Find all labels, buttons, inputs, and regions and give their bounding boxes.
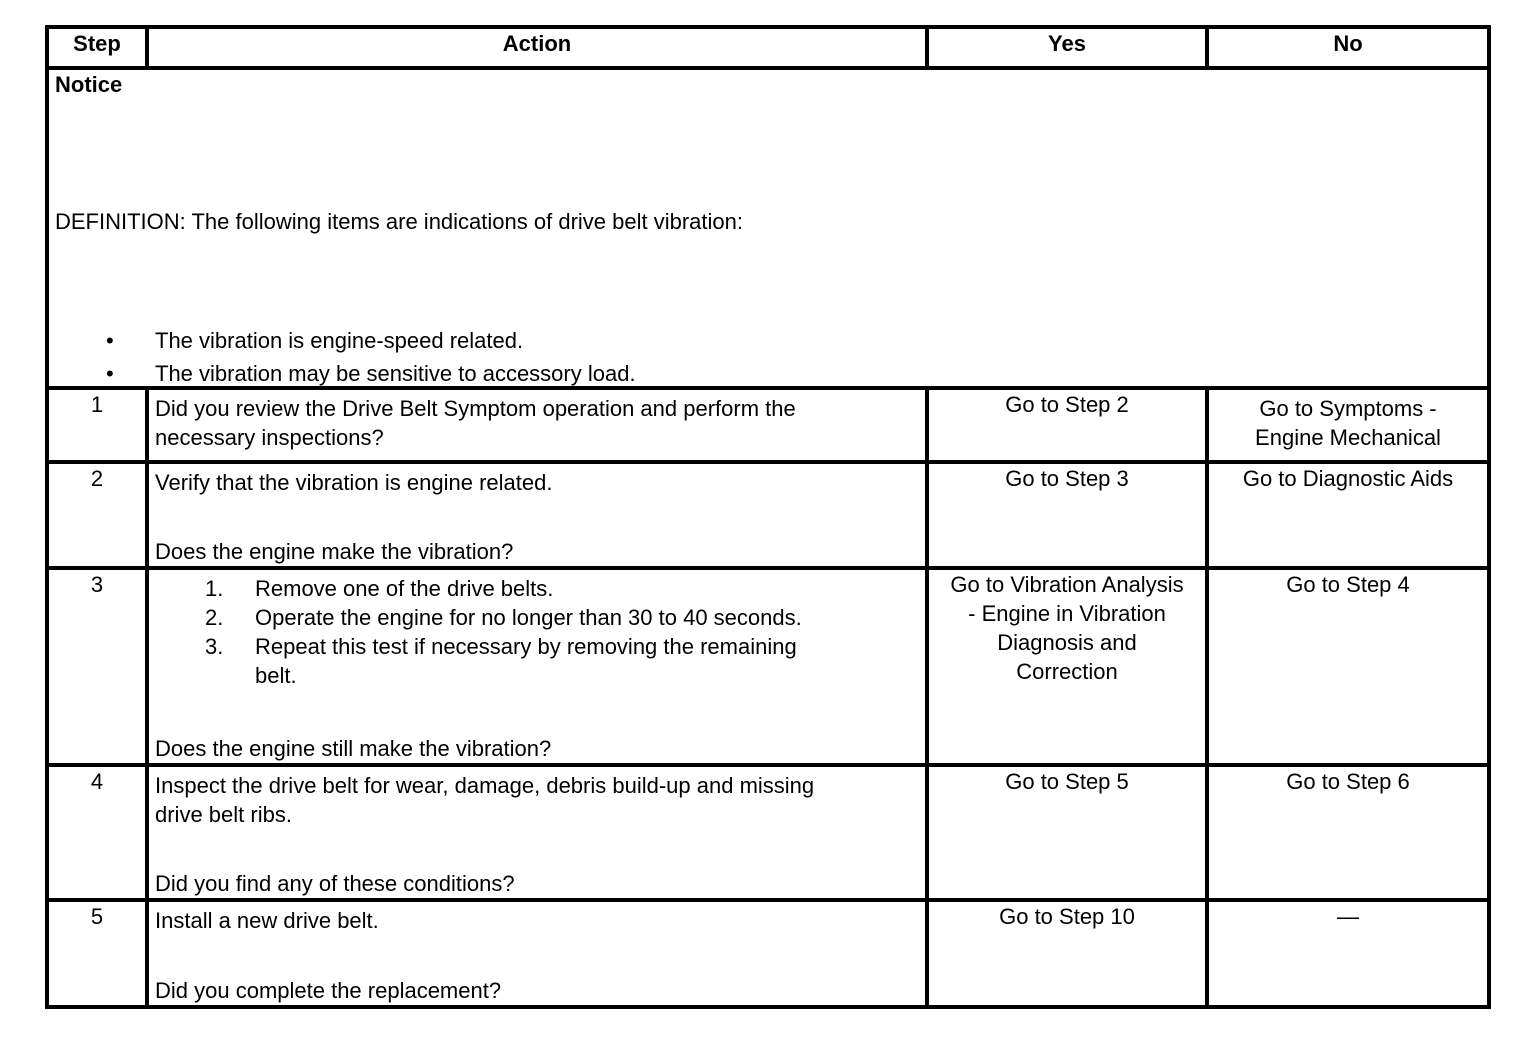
procedure-number: 2.: [205, 605, 224, 630]
notice-cell: [47, 68, 1489, 388]
action-cell: [147, 462, 927, 568]
action-cell: [147, 568, 927, 765]
procedure-step: [155, 603, 919, 632]
diagnostic-table: [45, 25, 1491, 1009]
header-no: No: [1207, 27, 1489, 68]
step-number: 5: [47, 900, 147, 1007]
action-cell: [147, 765, 927, 900]
procedure-number: 3.: [205, 634, 224, 659]
action-cell: [147, 900, 927, 1007]
yes-line: Correction: [1016, 659, 1118, 684]
procedure-text: belt.: [255, 663, 297, 688]
step-number: 4: [47, 765, 147, 900]
yes-line: Diagnosis and: [997, 630, 1137, 655]
yes-line: Go to Vibration Analysis: [950, 572, 1184, 597]
no-cell: Go to Step 6: [1207, 765, 1489, 900]
procedure-list: [155, 574, 919, 690]
action-question: Did you find any of these conditions?: [155, 871, 515, 896]
yes-cell: Go to Step 5: [927, 765, 1207, 900]
procedure-text: Repeat this test if necessary by removing the remaining: [255, 634, 797, 659]
action-instruction: Install a new drive belt.: [155, 908, 379, 933]
action-question: Did you complete the replacement?: [155, 978, 502, 1003]
action-instruction: Verify that the vibration is engine related.: [155, 470, 553, 495]
no-cell: Go to Step 4: [1207, 568, 1489, 765]
action-question: Does the engine still make the vibration?: [155, 736, 552, 761]
yes-line: - Engine in Vibration: [968, 601, 1166, 626]
notice-definition: DEFINITION: The following items are indications of drive belt vibration:: [55, 209, 743, 234]
header-yes: Yes: [927, 27, 1207, 68]
step-number: 3: [47, 568, 147, 765]
action-question: Does the engine make the vibration?: [155, 539, 514, 564]
no-cell: [1207, 388, 1489, 462]
action-cell: [147, 388, 927, 462]
yes-cell: [927, 568, 1207, 765]
procedure-step: [155, 632, 919, 690]
notice-bullet-list: [55, 324, 636, 390]
action-instruction: [155, 767, 919, 829]
bullet-icon: •: [106, 328, 114, 353]
yes-cell: Go to Step 10: [927, 900, 1207, 1007]
action-line: necessary inspections?: [155, 425, 384, 450]
step-number: 2: [47, 462, 147, 568]
procedure-text: Operate the engine for no longer than 30 to 40 seconds.: [255, 605, 802, 630]
header-step: Step: [47, 27, 147, 68]
no-cell: Go to Diagnostic Aids: [1207, 462, 1489, 568]
action-question: [155, 390, 919, 452]
step-number: 1: [47, 388, 147, 462]
notice-title: Notice: [55, 72, 123, 97]
notice-bullet-text: The vibration may be sensitive to accessory load.: [155, 361, 636, 386]
no-line: Engine Mechanical: [1255, 425, 1441, 450]
action-line: Inspect the drive belt for wear, damage, debris build-up and missing: [155, 773, 815, 798]
table-row-step-2: [47, 462, 1489, 568]
header-action: Action: [147, 27, 927, 68]
notice-bullet: [55, 324, 636, 357]
notice-row: [47, 68, 1489, 388]
no-line: Go to Symptoms -: [1259, 396, 1437, 421]
no-cell: —: [1207, 900, 1489, 1007]
notice-bullet-text: The vibration is engine-speed related.: [155, 328, 524, 353]
action-line: Did you review the Drive Belt Symptom operation and perform the: [155, 396, 796, 421]
header-row: [47, 27, 1489, 68]
table-row-step-1: [47, 388, 1489, 462]
procedure-step: [155, 574, 919, 603]
bullet-icon: •: [106, 361, 114, 386]
procedure-text: Remove one of the drive belts.: [255, 576, 554, 601]
action-line: drive belt ribs.: [155, 802, 292, 827]
table-row-step-4: [47, 765, 1489, 900]
notice-bullet: [55, 357, 636, 390]
table-row-step-3: [47, 568, 1489, 765]
yes-cell: Go to Step 2: [927, 388, 1207, 462]
procedure-number: 1.: [205, 576, 224, 601]
table-row-step-5: [47, 900, 1489, 1007]
yes-cell: Go to Step 3: [927, 462, 1207, 568]
